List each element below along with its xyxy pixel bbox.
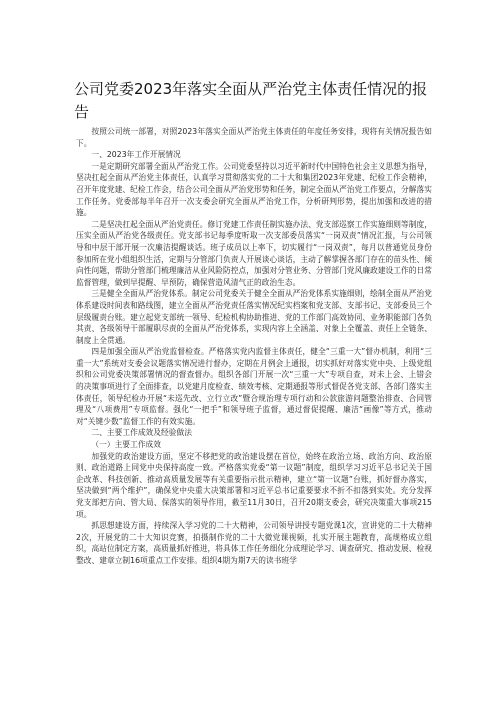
document-body bbox=[76, 126, 432, 567]
subsection-heading: （一）主要工作成效 bbox=[91, 440, 162, 450]
section-heading: 二、主要工作成效及经验做法 bbox=[91, 428, 192, 438]
body-paragraph: 加强党的政治建设方面，坚定不移把党的政治建设摆在首位，始终在政治立场、政治方向、政治原则、政治道路上同党中央保持高度一致。严格落实党委“第一议题”制度，组织学习习近平总书记关于国企改革、科技创新、推动高质量发展等有关重要指示批示精神，建立“第一议题”台账，抓好督办落实，坚决做到“两个维护”，确保党中央重大决策部署和习近平总书记重要要求不折不扣落到实处。充分发挥党支部把方向、管大局、保落实的领导作用，截至11月30日，召开20期支委会，研究决策重大事项215项。 bbox=[76, 451, 432, 519]
body-paragraph: 抓思想建设方面，持续深入学习党的二十大精神，公司领导讲授专题党课1次，宣讲党的二十大精神2次，开展党的二十大知识竞赛，拍摄制作党的二十大微党课视频，扎实开展主题教育，高规格成立组织，高站位制定方案，高质量抓好推进，将具体工作任务细化分成理论学习、调查研究、推动发展、检视整改、建章立制16项重点工作安排。组织4期为期7天的读书班学 bbox=[76, 521, 432, 565]
body-paragraph: 二是坚决扛起全面从严治党责任。修订党建工作责任制实施办法、党支部巡察工作实施细则等制度，压实全面从严治党各级责任。党支部书记每季度听取一次支部委员落实“一岗双责”情况汇报，与公司领导和中层干部开展一次廉洁提醒谈话。班子成员以上率下，切实履行“一岗双责”，每月以普通党员身份参加所在党小组组织生活，定期与分管部门负责人开展谈心谈话，主动了解掌握各部门存在的苗头性、倾向性问题，帮助分管部门梳理廉洁从业风险防控点，加强对分管业务、分管部门党风廉政建设工作的日常监督管理，做到早提醒、早预防，确保营造风清气正的政治生态。 bbox=[76, 219, 432, 287]
page-title: 公司党委2023年落实全面从严治党主体责任情况的报告 bbox=[74, 80, 428, 121]
intro-paragraph: 按照公司统一部署，对照2023年落实全面从严治党主体责任的年度任务安排，现将有关情况报告如下。 bbox=[76, 127, 432, 148]
section-heading: 一、2023年工作开展情况 bbox=[91, 150, 181, 160]
body-paragraph: 一是定期研究部署全面从严治党工作。公司党委坚持以习近平新时代中国特色社会主义思想为指导，坚决扛起全面从严治党主体责任，认真学习贯彻落实党的二十大和集团2023年党建、纪检工作会精神，召开年度党建、纪检工作会，结合公司全面从严治党形势和任务，制定全面从严治党工作要点，分解落实工作任务。党委部每半年召开一次支委会研究全面从严治党工作，分析研判形势，提出加强和改进的措施。 bbox=[76, 161, 432, 218]
body-paragraph: 四是加强全面从严治党监督检查。严格落实党内监督主体责任，健全“三重一大”督办机制，利用“三重一大”系统对支委会议题落实情况进行督办，定期在月例会上通报，切实抓好对落实党中央、上级党组织和公司党委决策部署情况的督查督办。组织各部门开展一次“三重一大”专项自查，对未上会、上错会的决策事项进行了全面排查，以党建月度检查、绩效考核、定期通报等形式督促各党支部、各部门落实主体责任，领导纪检办开展“未巡先改、立行立改”暨合规治理专项行动和公款旅游问题整治排查、合同管理及“八项费用”专项监督。强化“一把手”和领导班子监督，通过督促提醒、廉洁“画像”等方式，推动对“关键少数”监督工作的有效实施。 bbox=[76, 347, 432, 426]
body-paragraph: 三是健全全面从严治党体系。制定公司党委关于健全全面从严治党体系实施细则，绘制全面从严治党体系建设时间表和路线图，建立全面从严治党责任落实情况纪实档案和党支部、支部书记、支部委员三个层级履责台账。建立起党支部统一领导、纪检机构协助推进、党的工作部门高效协同、业务职能部门各负其责、各级领导干部履职尽责的全面从严治党体系，实现内容上全涵盖、对象上全覆盖、责任上全链条、制度上全贯通。 bbox=[76, 289, 432, 345]
